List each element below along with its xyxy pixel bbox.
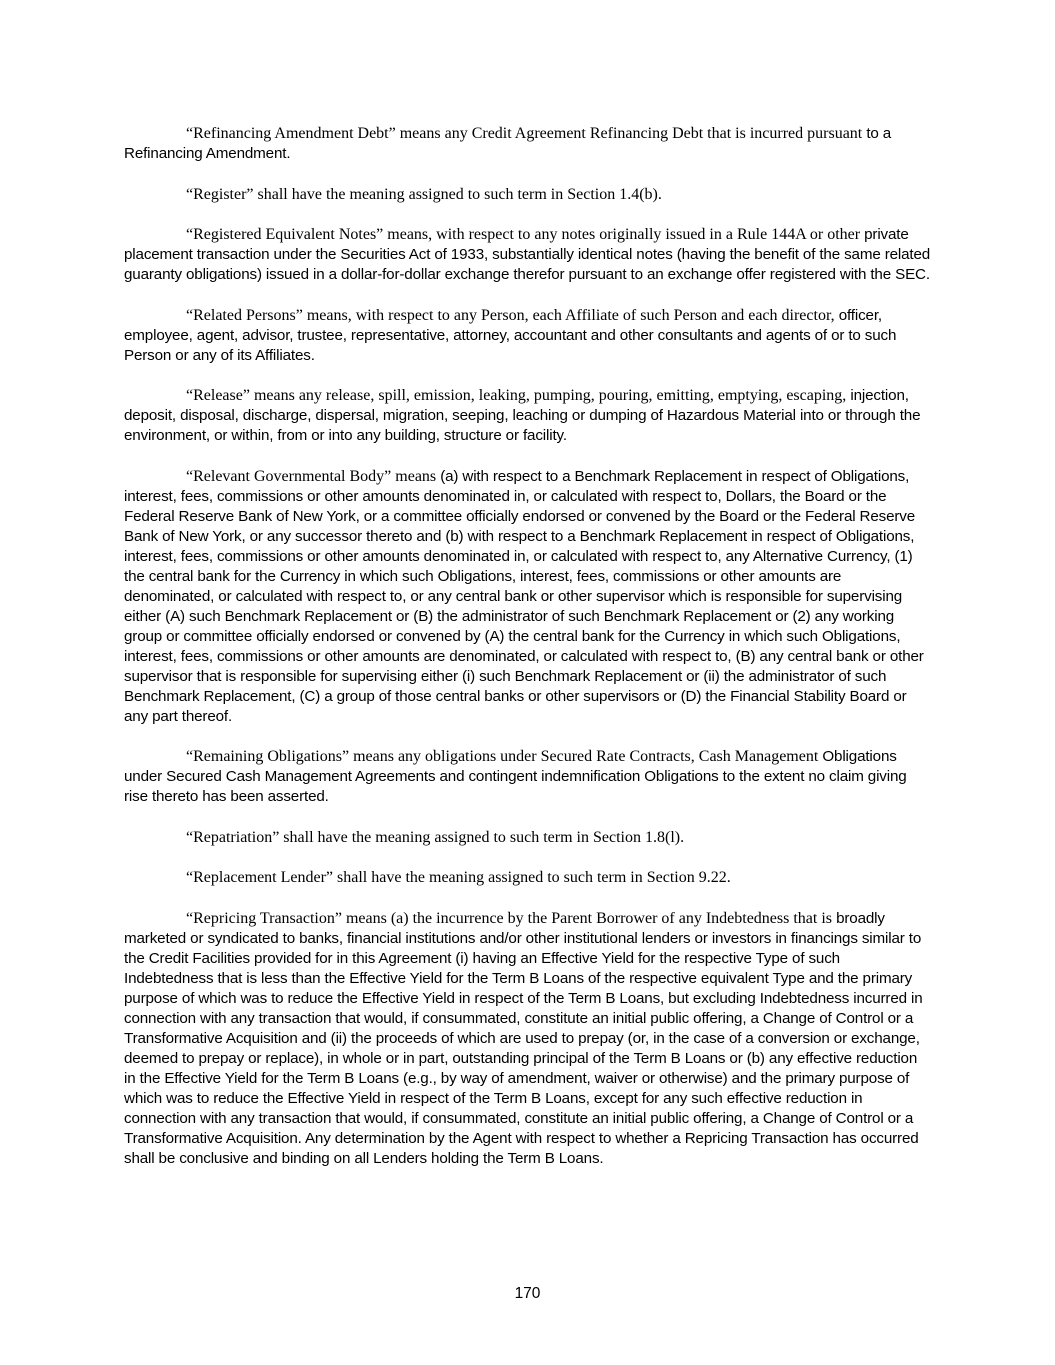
definition-registered-equivalent-notes bbox=[124, 225, 932, 285]
definition-body: officer, employee, agent, advisor, trustee, representative, attorney, accountant and other consultants and agents of or to such Person or any of its Affiliates. bbox=[124, 306, 897, 364]
definition-lead: “Refinancing Amendment Debt” means any Credit Agreement Refinancing Debt that is incurred pursuant bbox=[186, 125, 863, 142]
definition-lead: “Register” shall have the meaning assigned to such term in Section 1.4(b). bbox=[186, 185, 662, 203]
definition-repatriation bbox=[124, 828, 932, 848]
definition-lead: “Relevant Governmental Body” means bbox=[186, 467, 437, 485]
definition-body: (a) with respect to a Benchmark Replacement in respect of Obligations, interest, fees, commissions or other amounts denominated in, or calculated with respect to, Dollars, the Board or the Federal Reserve Bank of New York, or a committee officially endorsed or convened by the Board or the Federal Reserve Bank of New York, or any successor thereto and (b) with respect to a Benchmark Replacement in respect of Obligations, interest, fees, commissions or other amounts denominated in, or calculated with respect to, any Alternative Currency, (1) the central bank for the Currency in which such Obligations, interest, fees, commissions or other amounts are denominated, or calculated with respect to, or any central bank or other supervisor which is responsible for supervising either (A) such Benchmark Replacement or (B) the administrator of such Benchmark Replacement or (2) any working group or committee officially endorsed or convened by (A) the central bank for the Currency in which such Obligations, interest, fees, commissions or other amounts are denominated, or calculated with respect to, (B) any central bank or other supervisor that is responsible for supervising either (i) such Benchmark Replacement or (ii) the administrator of such Benchmark Replacement, (C) a group of those central banks or other supervisors or (D) the Financial Stability Board or any part thereof. bbox=[124, 467, 924, 725]
definition-relevant-governmental-body bbox=[124, 467, 932, 727]
definition-register bbox=[124, 185, 932, 205]
definition-refinancing-amendment-debt bbox=[124, 124, 932, 164]
definition-lead: “Release” means any release, spill, emission, leaking, pumping, pouring, emitting, emptying, escaping, bbox=[186, 387, 847, 404]
definition-related-persons bbox=[124, 306, 932, 366]
definition-body: Obligations under Secured Cash Management Agreements and contingent indemnification Obligations to the extent no claim giving rise thereto has been asserted. bbox=[124, 748, 907, 805]
definition-release bbox=[124, 386, 932, 446]
definition-lead: “Replacement Lender” shall have the meaning assigned to such term in Section 9.22. bbox=[186, 869, 731, 886]
definition-lead: “Repatriation” shall have the meaning assigned to such term in Section 1.8(l). bbox=[186, 828, 685, 846]
definition-lead: “Registered Equivalent Notes” means, with respect to any notes originally issued in a Rule 144A or other bbox=[186, 226, 861, 243]
definition-lead: “Related Persons” means, with respect to any Person, each Affiliate of such Person and each director, bbox=[186, 306, 835, 324]
document-page bbox=[124, 124, 932, 1189]
definition-body: to a Refinancing Amendment. bbox=[124, 125, 892, 162]
definition-remaining-obligations bbox=[124, 747, 932, 807]
definition-body: injection, deposit, disposal, discharge, dispersal, migration, seeping, leaching or dumping of Hazardous Material into or through the environment, or within, from or into any building, structure or facility. bbox=[124, 387, 921, 444]
definition-repricing-transaction bbox=[124, 909, 932, 1169]
definition-body: broadly marketed or syndicated to banks, financial institutions and/or other institutional lenders or investors in financings similar to the Credit Facilities provided for in this Agreement (i) having an Effective Yield for the respective Type of such Indebtedness that is less than the Effective Yield for the Term B Loans of the respective equivalent Type and the primary purpose of which was to reduce the Effective Yield in respect of the Term B Loans, but excluding Indebtedness incurred in connection with any transaction that would, if consummated, constitute an initial public offering, a Change of Control or a Transformative Acquisition and (ii) the proceeds of which are used to prepay (or, in the case of a conversion or exchange, deemed to prepay or replace), in whole or in part, outstanding principal of the Term B Loans or (b) any effective reduction in the Effective Yield for the Term B Loans (e.g., by way of amendment, waiver or otherwise) and the primary purpose of which was to reduce the Effective Yield in respect of the Term B Loans, except for any such effective reduction in connection with any transaction that would, if consummated, constitute an initial public offering, a Change of Control or a Transformative Acquisition. Any determination by the Agent with respect to whether a Repricing Transaction has occurred shall be conclusive and binding on all Lenders holding the Term B Loans. bbox=[124, 909, 923, 1167]
definition-replacement-lender bbox=[124, 868, 932, 888]
definition-lead: “Remaining Obligations” means any obligations under Secured Rate Contracts, Cash Management bbox=[186, 748, 819, 765]
page-number: 170 bbox=[514, 1285, 541, 1302]
definition-body: private placement transaction under the Securities Act of 1933, substantially identical notes (having the benefit of the same related guaranty obligations) issued in a dollar-for-dollar exchange therefor pursuant to an exchange offer registered with the SEC. bbox=[124, 226, 931, 283]
definition-lead: “Repricing Transaction” means (a) the incurrence by the Parent Borrower of any Indebtedness that is bbox=[186, 909, 833, 927]
